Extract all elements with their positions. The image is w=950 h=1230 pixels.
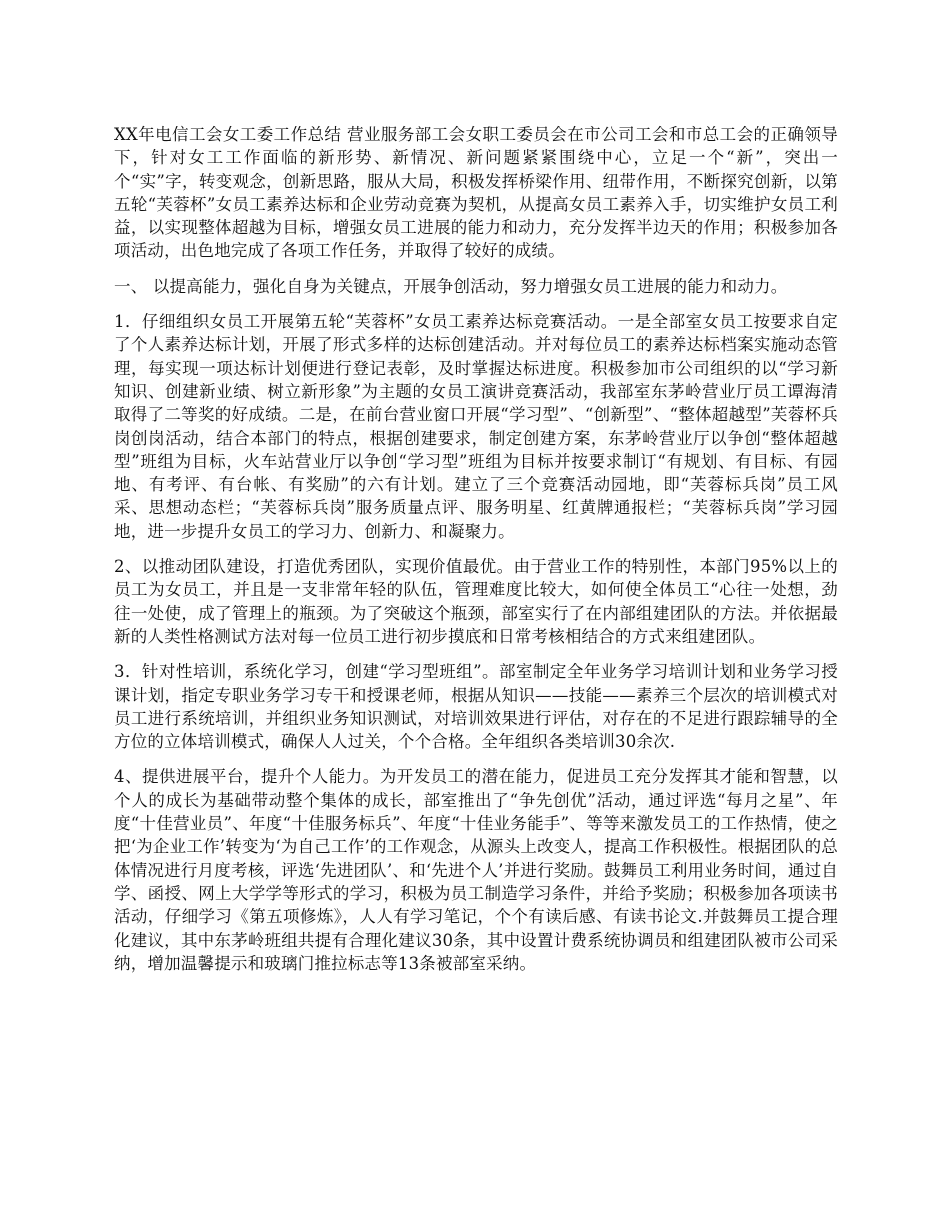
item-paragraph-1: 1．仔细组织女员工开展第五轮“芙蓉杯”女员工素养达标竞赛活动。一是全部室女员工按要求自定了个人素养达标计划，开展了形式多样的达标创建活动。并对每位员工的素养达标档案实施动态管理，每实现一项达标计划便进行登记表彰，及时掌握达标进度。积极参加市公司组织的以“学习新知识、创建新业绩、树立新形象”为主题的女员工演讲竞赛活动，我部室东茅岭营业厅员工谭海清取得了二等奖的好成绩。二是，在前台营业窗口开展“学习型”、“创新型”、“整体超越型”芙蓉杯兵岗创岗活动，结合本部门的特点，根据创建要求，制定创建方案，东茅岭营业厅以争创“整体超越型”班组为目标，火车站营业厅以争创“学习型”班组为目标并按要求制订“有规划、有目标、有园地、有考评、有台帐、有奖励”的六有计划。建立了三个竞赛活动园地，即“芙蓉标兵岗”员工风采、思想动态栏；“芙蓉标兵岗”服务质量点评、服务明星、红黄牌通报栏；“芙蓉标兵岗”学习园地，进一步提升女员工的学习力、创新力、和凝聚力。 xyxy=(114,312,838,541)
document-body xyxy=(114,123,838,987)
intro-paragraph: XX年电信工会女工委工作总结 营业服务部工会女职工委员会在市公司工会和市总工会的正确领导下，针对女工工作面临的新形势、新情况、新问题紧紧围绕中心，立足一个“新”，突出一个“实”字，转变观念，创新思路，服从大局，积极发挥桥梁作用、纽带作用，不断探究创新，以第五轮“芙蓉杯”女员工素养达标和企业劳动竞赛为契机，从提高女员工素养入手，切实维护女员工利益，以实现整体超越为目标，增强女员工进展的能力和动力，充分发挥半边天的作用；积极参加各项活动，出色地完成了各项工作任务，并取得了较好的成绩。 xyxy=(114,125,838,261)
item-paragraph-4: 4、提供进展平台，提升个人能力。为开发员工的潜在能力，促进员工充分发挥其才能和智慧，以个人的成长为基础带动整个集体的成长，部室推出了“争先创优”活动，通过评选“每月之星”、年度“十佳营业员”、年度“十佳服务标兵”、年度“十佳业务能手”、等等来激发员工的工作热情，使之把‘为企业工作’转变为‘为自己工作’的工作观念，从源头上改变人，提高工作积极性。根据团队的总体情况进行月度考核，评选‘先进团队’、和‘先进个人’并进行奖励。鼓舞员工利用业务时间，通过自学、函授、网上大学学等形式的学习，积极为员工制造学习条件，并给予奖励；积极参加各项读书活动，仔细学习《第五项修炼》，人人有学习笔记，个个有读后感、有读书论文.并鼓舞员工提合理化建议，其中东茅岭班组共提有合理化建议30条，其中设置计费系统协调员和组建团队被市公司采纳，增加温馨提示和玻璃门推拉标志等13条被部室采纳。 xyxy=(114,767,838,973)
section-heading-1: 一、 以提高能力，强化自身为关键点，开展争创活动，努力增强女员工进展的能力和动力。 xyxy=(114,276,788,296)
item-paragraph-2: 2、以推动团队建设，打造优秀团队，实现价值最优。由于营业工作的特别性，本部门95%以上的员工为女员工，并且是一支非常年轻的队伍，管理难度比较大，如何使全体员工“心往一处想，劲往一处使，成了管理上的瓶颈。为了突破这个瓶颈，部室实行了在内部组建团队的方法。并依据最新的人类性格测试方法对每一位员工进行初步摸底和日常考核相结合的方式来组建团队。 xyxy=(114,557,838,646)
item-paragraph-3: 3．针对性培训，系统化学习，创建“学习型班组”。部室制定全年业务学习培训计划和业务学习授课计划，指定专职业务学习专干和授课老师，根据从知识——技能——素养三个层次的培训模式对员工进行系统培训，并组织业务知识测试，对培训效果进行评估，对存在的不足进行跟踪辅导的全方位的立体培训模式，确保人人过关，个个合格。全年组织各类培训30余次. xyxy=(114,662,838,752)
